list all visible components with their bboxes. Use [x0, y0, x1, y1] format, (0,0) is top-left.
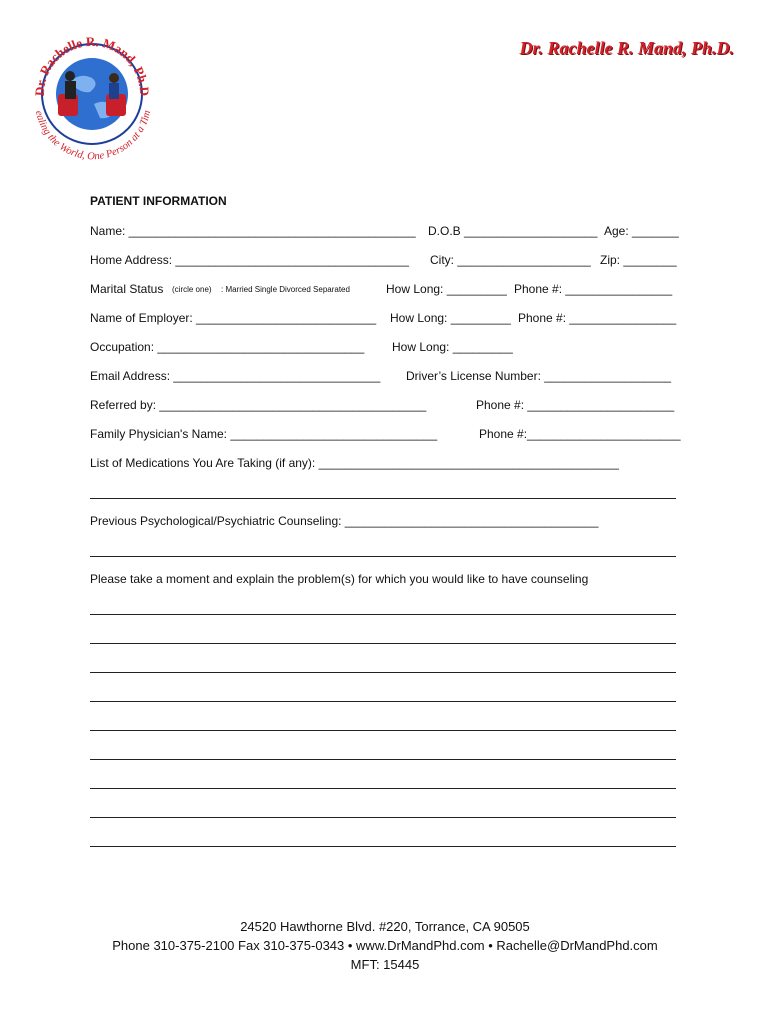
counseling-continuation-line[interactable] [90, 556, 676, 557]
marital-phone-field[interactable]: Phone #: ________________ [514, 282, 673, 296]
previous-counseling-field[interactable]: Previous Psychological/Psychiatric Counseling: ______________________________________ [90, 514, 599, 528]
counseling-row [90, 514, 680, 532]
name-field[interactable]: Name: ___________________________________________ [90, 224, 416, 238]
occupation-field[interactable]: Occupation: _______________________________ [90, 340, 365, 354]
problem-line[interactable] [90, 788, 676, 789]
zip-field[interactable]: Zip: ________ [600, 253, 677, 267]
marital-how-long-field[interactable]: How Long: _________ [386, 282, 507, 296]
problem-row [90, 572, 680, 590]
problem-line[interactable] [90, 730, 676, 731]
name-row [90, 224, 680, 242]
circle-one-note: (circle one) [172, 285, 212, 294]
family-physician-field[interactable]: Family Physician's Name: _______________________________ [90, 427, 438, 441]
physician-phone-field[interactable]: Phone #:_______________________ [479, 427, 681, 441]
problem-line[interactable] [90, 643, 676, 644]
problem-line[interactable] [90, 701, 676, 702]
referred-phone-field[interactable]: Phone #: ______________________ [476, 398, 675, 412]
marital-options[interactable]: : Married Single Divorced Separated [221, 285, 350, 294]
referred-by-field[interactable]: Referred by: ________________________________________ [90, 398, 427, 412]
email-field[interactable]: Email Address: _______________________________ [90, 369, 381, 383]
dob-field[interactable]: D.O.B ____________________ [428, 224, 598, 238]
problem-line[interactable] [90, 759, 676, 760]
email-row [90, 369, 680, 387]
physician-row [90, 427, 680, 445]
age-field[interactable]: Age: _______ [604, 224, 679, 238]
marital-row [90, 282, 680, 300]
problem-line[interactable] [90, 614, 676, 615]
problem-line[interactable] [90, 672, 676, 673]
city-field[interactable]: City: ____________________ [430, 253, 591, 267]
occupation-row [90, 340, 680, 358]
logo-top-text: Dr. Rachelle R. Mand, Ph.D [31, 33, 153, 97]
logo [22, 12, 162, 174]
medications-field[interactable]: List of Medications You Are Taking (if any): _____________________________________________ [90, 456, 619, 470]
problem-line[interactable] [90, 817, 676, 818]
employer-how-long-field[interactable]: How Long: _________ [390, 311, 511, 325]
medications-continuation-line[interactable] [90, 498, 676, 499]
employer-row [90, 311, 680, 329]
brand-name: Dr. Rachelle R. Mand, Ph.D. [519, 38, 734, 58]
footer-contact: Phone 310-375-2100 Fax 310-375-0343 • www.DrMandPhd.com • Rachelle@DrMandPhd.com [112, 938, 658, 953]
marital-status-label: Marital Status [90, 282, 164, 296]
form-title: PATIENT INFORMATION [90, 194, 227, 208]
logo-bottom-text: ealing the World, One Person at a Tim [32, 109, 154, 163]
employer-field[interactable]: Name of Employer: ___________________________ [90, 311, 377, 325]
employer-phone-field[interactable]: Phone #: ________________ [518, 311, 677, 325]
footer-address: 24520 Hawthorne Blvd. #220, Torrance, CA 90505 [240, 919, 530, 934]
footer-license: MFT: 15445 [350, 957, 420, 972]
problem-line[interactable] [90, 846, 676, 847]
drivers-license-field[interactable]: Driver’s License Number: ___________________ [406, 369, 672, 383]
address-row [90, 253, 680, 271]
medications-row [90, 456, 680, 474]
referred-row [90, 398, 680, 416]
footer [0, 917, 770, 974]
home-address-field[interactable]: Home Address: ___________________________________ [90, 253, 409, 267]
problem-prompt: Please take a moment and explain the problem(s) for which you would like to have counseling [90, 572, 589, 586]
occupation-how-long-field[interactable]: How Long: _________ [392, 340, 513, 354]
